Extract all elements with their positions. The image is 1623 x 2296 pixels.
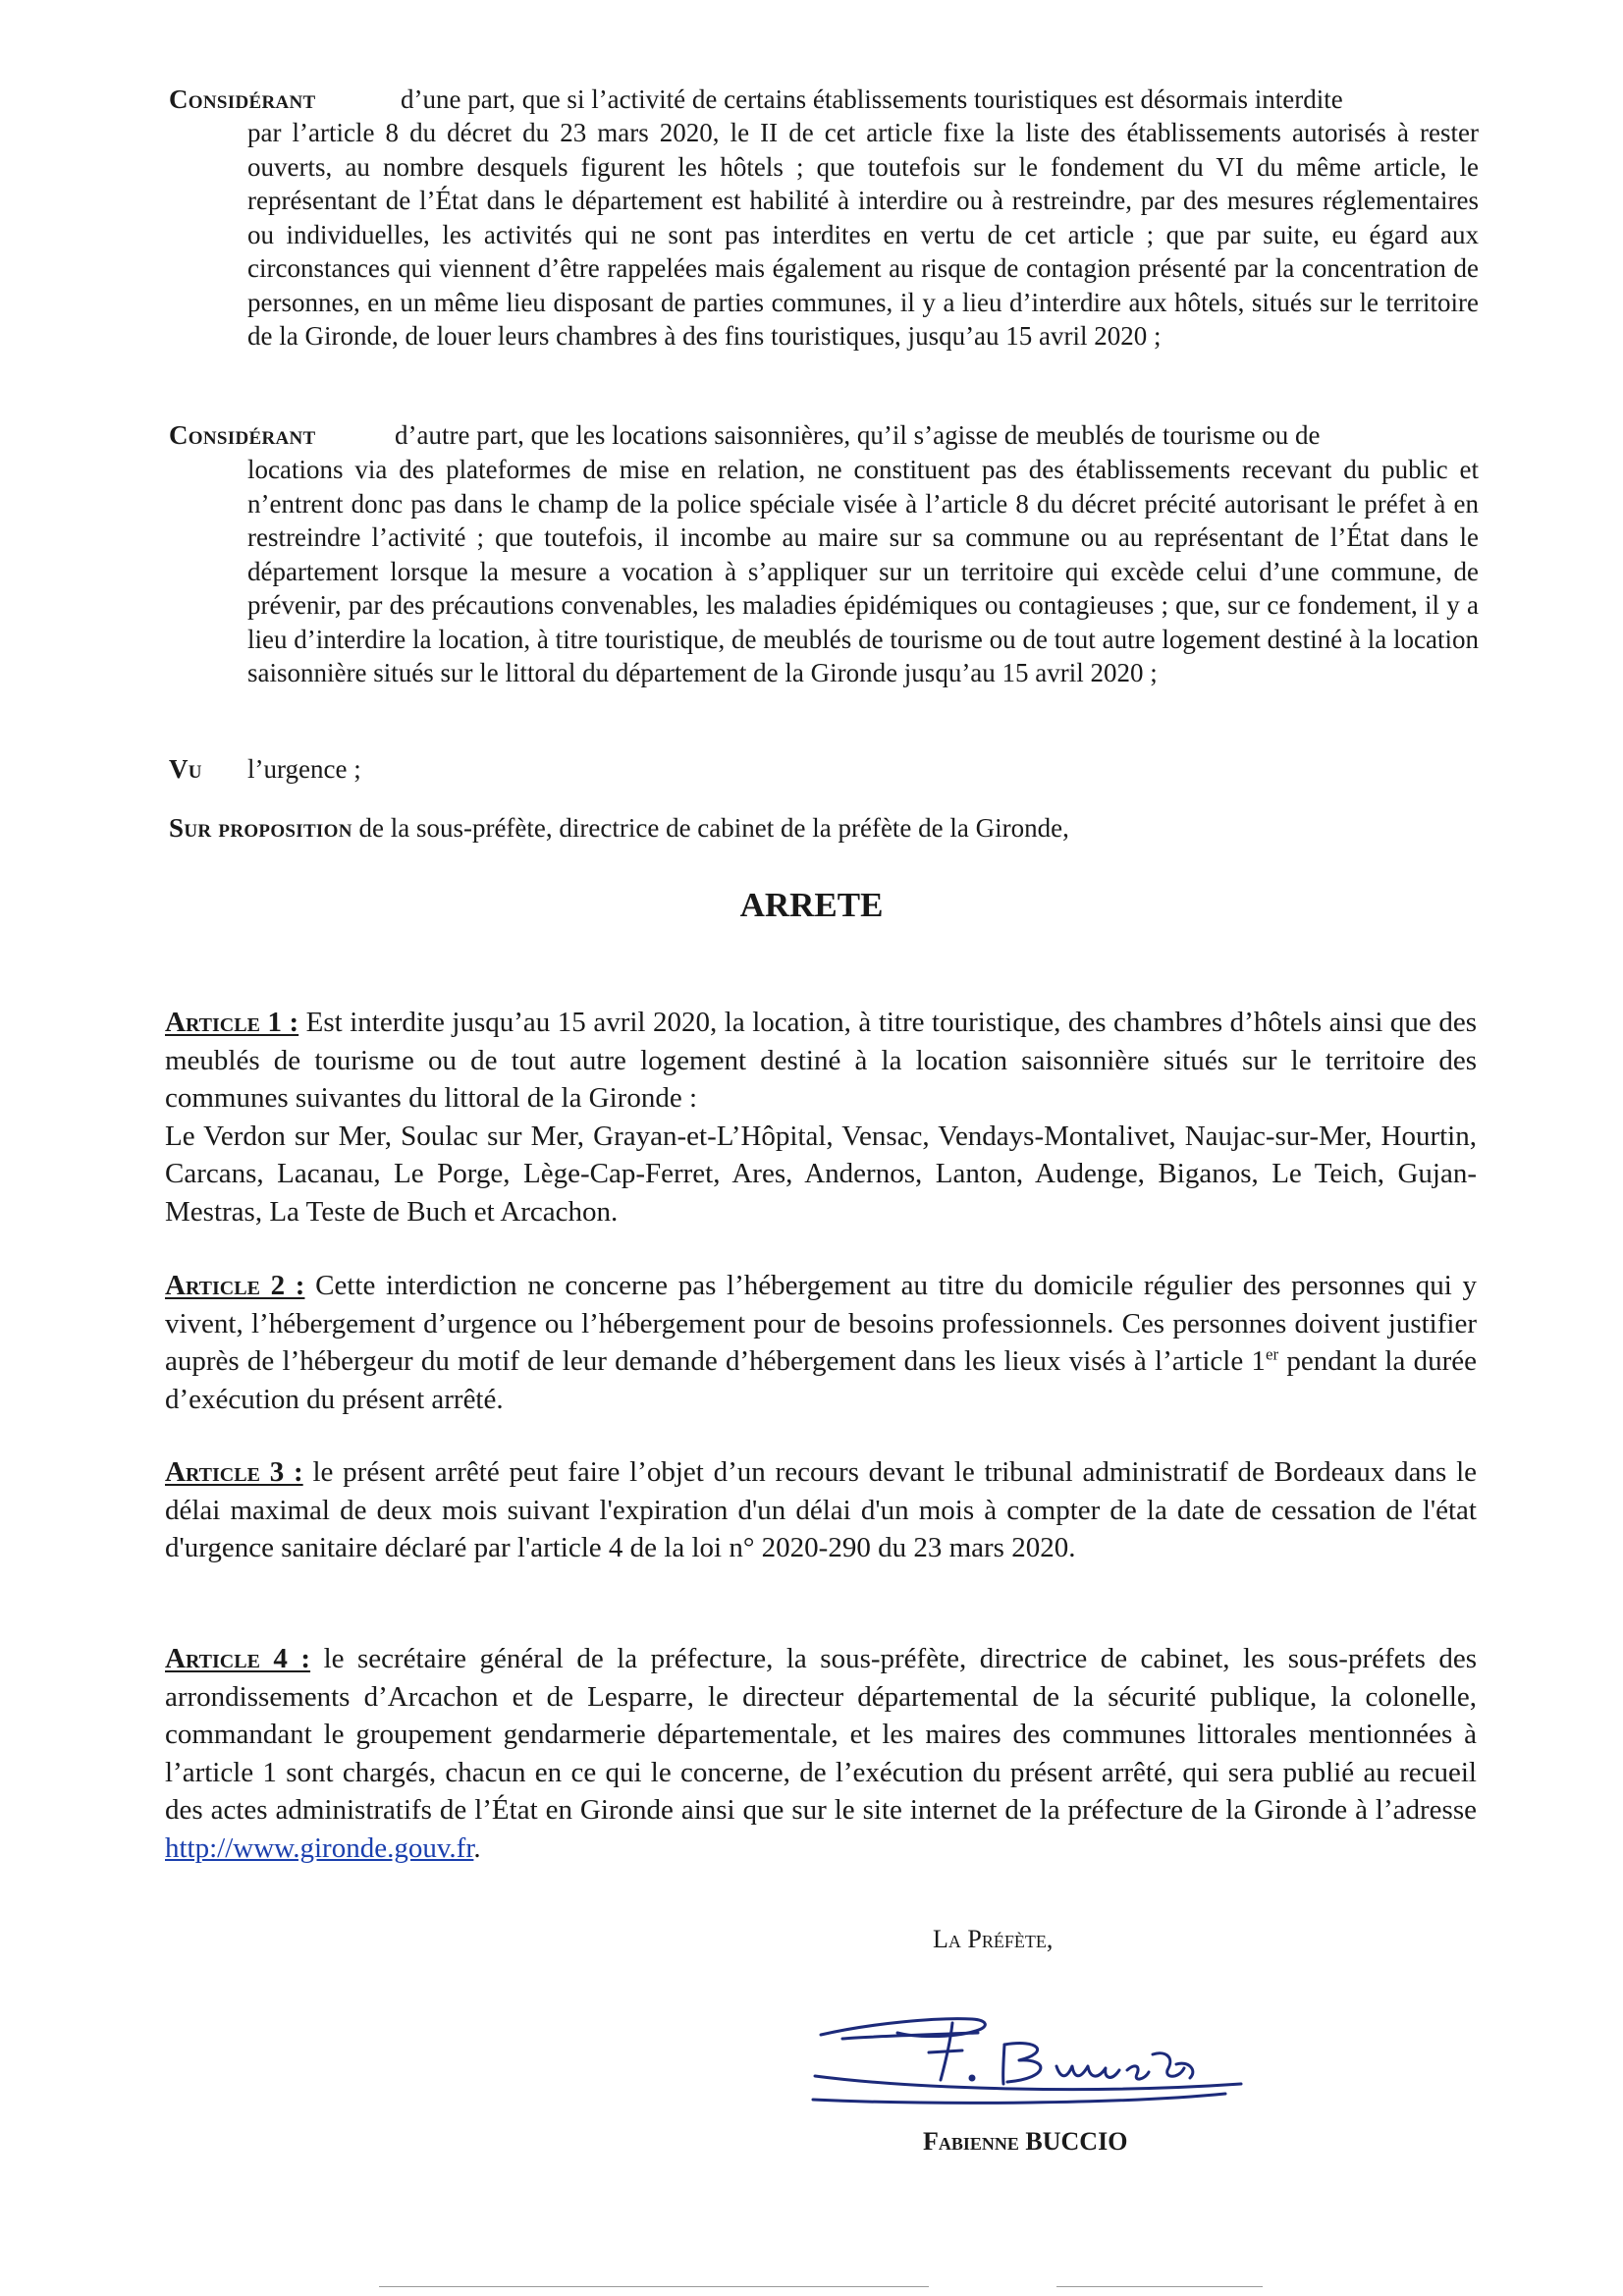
page-bottom-rule — [379, 2286, 929, 2287]
article-2 — [165, 1267, 1477, 1418]
article-label: Article 2 : — [165, 1270, 305, 1301]
considerant-body: locations via des plateformes de mise en relation, ne constituent pas des établissements recevant du public et n’entrent donc pas dans le champ de la police spéciale visée à l’article 8 du décret précité autorisant le préfet à en restreindre l’activité ; que toutefois, il incombe au maire sur sa commune ou au représentant de l’État dans le département lorsque la mesure a vocation à s’appliquer sur un territoire qui excède celui d’une commune, de prévenir, par des précautions convenables, les maladies épidémiques ou contagieuses ; que, sur ce fondement, il y a lieu d’interdire la location, à titre touristique, de meublés de tourisme ou de tout autre logement destiné à la location saisonnière situés sur le littoral du département de la Gironde jusqu’au 15 avril 2020 ; — [247, 455, 1479, 687]
considerant-first-line: d’autre part, que les locations saisonnières, qu’il s’agisse de meublés de tourisme ou de — [395, 420, 1321, 450]
article-label: Article 4 : — [165, 1643, 311, 1674]
handwritten-signature — [803, 1984, 1255, 2111]
article-label: Article 1 : — [165, 1007, 299, 1038]
article-text-end: pendant la durée d’exécution du présent arrêté. — [165, 1345, 1477, 1415]
prefecture-website-link[interactable]: http://www.gironde.gouv.fr — [165, 1831, 474, 1864]
signatory-name: Fabienne BUCCIO — [923, 2127, 1128, 2156]
vu-label: Vu — [169, 754, 202, 784]
article-communes: Le Verdon sur Mer, Soulac sur Mer, Grayan-et-L’Hôpital, Vensac, Vendays-Montalivet, Naujac-sur-Mer, Hourtin, Carcans, Lacanau, Le Porge, Lège-Cap-Ferret, Ares, Andernos, Lanton, Audenge, Biganos, Le Teich, Gujan-Mestras, La Teste de Buch et Arcachon. — [165, 1120, 1477, 1228]
article-text: le présent arrêté peut faire l’objet d’un recours devant le tribunal administratif de Bordeaux dans le délai maximal de deux mois suivant l'expiration d'un délai d'un mois à compter de la date de cessation de l'état d'urgence sanitaire déclaré par l'article 4 de la loi n° 2020-290 du 23 mars 2020. — [165, 1456, 1478, 1563]
article-4 — [165, 1640, 1477, 1867]
considerant-label: Considérant — [169, 84, 316, 114]
considerant-first-line: d’une part, que si l’activité de certains établissements touristiques est désormais interdite — [401, 84, 1343, 114]
article-1 — [165, 1004, 1477, 1230]
proposition-label: Sur proposition — [169, 813, 352, 843]
proposition-text: de la sous-préfète, directrice de cabinet de la préfète de la Gironde, — [358, 813, 1069, 843]
proposition — [169, 811, 1485, 846]
article-label: Article 3 : — [165, 1456, 303, 1488]
decree-title: ARRETE — [739, 886, 884, 924]
article-3 — [165, 1453, 1477, 1567]
article-sup: er — [1265, 1344, 1279, 1364]
signatory-title: La Préfète, — [933, 1925, 1054, 1953]
page-bottom-rule — [1056, 2286, 1263, 2287]
article-text: Cette interdiction ne concerne pas l’hébergement au titre du domicile régulier des personnes qui y vivent, l’hébergement d’urgence ou l’hébergement pour de besoins professionnels. Ces personnes doivent justifier auprès de l’hébergeur du motif de leur demande d’hébergement dans les lieux visés à l’article 1 — [165, 1270, 1477, 1377]
article-text-end: . — [473, 1831, 481, 1864]
article-text: le secrétaire général de la préfecture, la sous-préfète, directrice de cabinet, les sous-préfets des arrondissements d’Arcachon et de Lesparre, le directeur départemental de la sécurité publique, la colonelle, commandant le groupement gendarmerie départementale, et les maires des communes littorales mentionnées à l’article 1 sont chargés, chacun en ce qui le concerne, de l’exécution du présent arrêté, qui sera publié au recueil des actes administratifs de l’État en Gironde ainsi que sur le site internet de la préfecture de la Gironde à l’adresse — [165, 1643, 1477, 1826]
considerant-label: Considérant — [169, 420, 316, 450]
article-text: Est interdite jusqu’au 15 avril 2020, la location, à titre touristique, des chambres d’hôtels ainsi que des meublés de tourisme ou de tout autre logement destiné à la location saisonnière situés sur le territoire des communes suivantes du littoral de la Gironde : — [165, 1007, 1477, 1114]
vu-text: l’urgence ; — [247, 754, 361, 784]
considerant-body: par l’article 8 du décret du 23 mars 2020, le II de cet article fixe la liste des établissements autorisés à rester ouverts, au nombre desquels figurent les hôtels ; que toutefois sur le fondement du VI du même article, le représentant de l’État dans le département est habilité à interdire ou à restreindre, par des mesures réglementaires ou individuelles, les activités qui ne sont pas interdites en vertu de cet article ; que par suite, eu égard aux circonstances qui viennent d’être rappelées mais également au risque de contagion présenté par la concentration de personnes, en un même lieu disposant de parties communes, il y a lieu d’interdire aux hôtels, situés sur le territoire de la Gironde, de louer leurs chambres à des fins touristiques, jusqu’au 15 avril 2020 ; — [247, 118, 1479, 351]
